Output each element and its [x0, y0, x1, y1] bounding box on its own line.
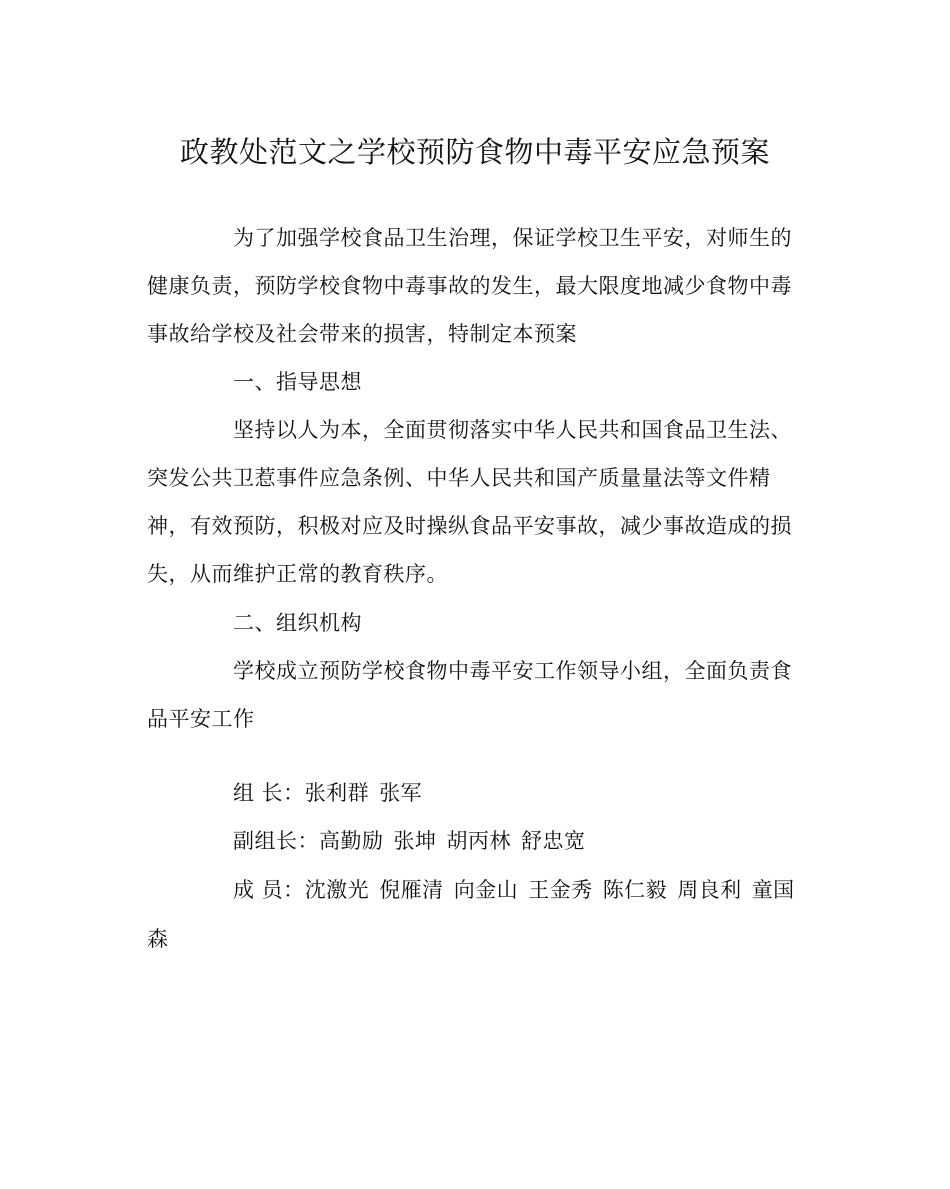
- section1-heading: 一、指导思想: [233, 370, 362, 394]
- section1-line-4: 失，从而维护正常的教育秩序。: [147, 562, 448, 586]
- member-name: 倪雁清: [379, 878, 444, 902]
- member-name: 向金山: [453, 878, 519, 902]
- leader-name: 张利群: [304, 781, 370, 805]
- deputy-name: 胡丙林: [446, 829, 511, 853]
- leader-label: 组 长：: [233, 781, 305, 805]
- intro-line-3: 事故给学校及社会带来的损害，特制定本预案: [147, 322, 577, 346]
- member-name: 陈仁毅: [602, 878, 668, 902]
- section1-line-1: 坚持以人为本，全面贯彻落实中华人民共和国食品卫生法、: [233, 418, 792, 442]
- member-name: 周良利: [677, 878, 742, 902]
- section1-line-2: 突发公共卫惹事件应急条例、中华人民共和国产质量量法等文件精: [147, 466, 771, 490]
- intro-line-1: 为了加强学校食品卫生治理，保证学校卫生平安，对师生的: [233, 226, 792, 250]
- deputy-name: 高勤励: [319, 829, 384, 853]
- member-label: 成 员：: [233, 878, 305, 902]
- section2-heading: 二、组织机构: [233, 611, 362, 635]
- document-title: 政教处范文之学校预防食物中毒平安应急预案: [179, 135, 770, 169]
- leader-row: [233, 779, 422, 807]
- deputy-name: 舒忠宽: [521, 829, 586, 853]
- leader-name: 张军: [379, 781, 423, 805]
- member-name: 童国: [751, 878, 795, 902]
- member-name: 王金秀: [528, 878, 593, 902]
- member-row-continued: 森: [147, 927, 169, 951]
- deputy-row: [233, 827, 586, 855]
- section2-line-2: 品平安工作: [147, 707, 255, 731]
- member-row: [233, 876, 795, 904]
- deputy-name: 张坤: [393, 829, 437, 853]
- deputy-label: 副组长：: [233, 829, 319, 853]
- member-name: 沈激光: [304, 878, 370, 902]
- intro-line-2: 健康负责，预防学校食物中毒事故的发生，最大限度地减少食物中毒: [147, 274, 792, 298]
- section2-line-1: 学校成立预防学校食物中毒平安工作领导小组，全面负责食: [233, 659, 792, 683]
- section1-line-3: 神，有效预防，积极对应及时操纵食品平安事故，减少事故造成的损: [147, 514, 792, 538]
